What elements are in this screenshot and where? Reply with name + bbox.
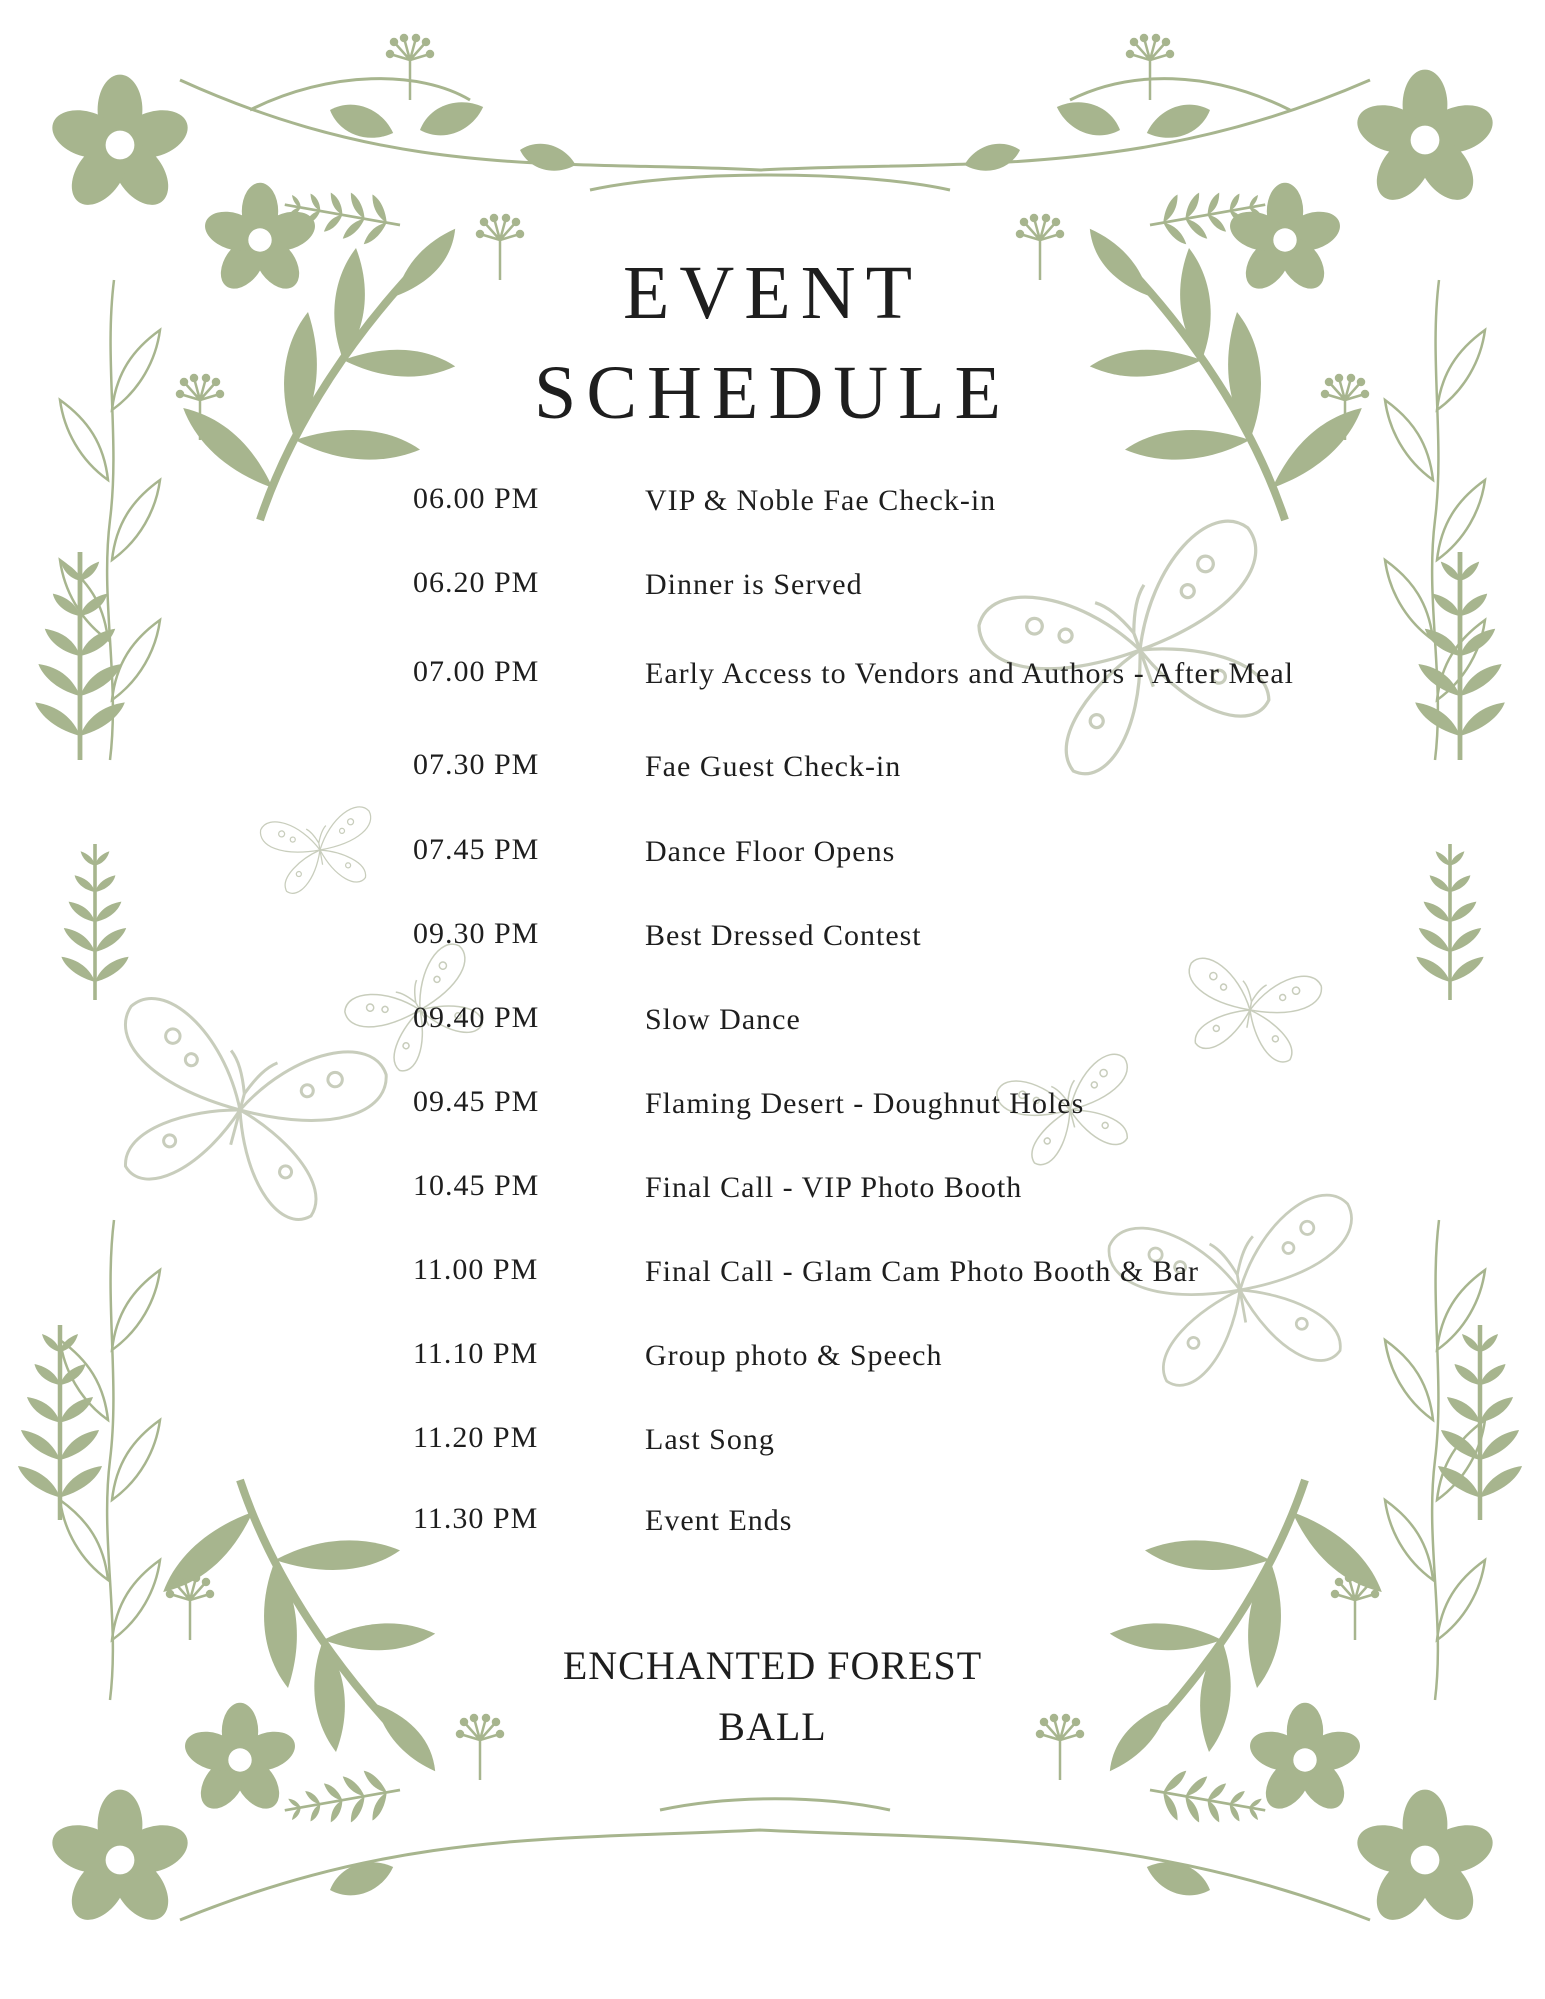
page-title-line2: SCHEDULE xyxy=(534,351,1011,435)
schedule-time: 07.45 PM xyxy=(413,833,540,866)
schedule-time: 11.30 PM xyxy=(413,1502,539,1535)
schedule-row xyxy=(0,833,1545,873)
schedule-time: 10.45 PM xyxy=(413,1169,540,1202)
schedule-time: 11.10 PM xyxy=(413,1337,539,1370)
schedule-row xyxy=(0,1253,1545,1293)
schedule-time: 07.30 PM xyxy=(413,748,540,781)
schedule-activity: Last Song xyxy=(645,1423,775,1456)
schedule-row xyxy=(0,1421,1545,1461)
schedule-row xyxy=(0,1169,1545,1209)
schedule-activity: Event Ends xyxy=(645,1504,793,1537)
schedule-activity: Group photo & Speech xyxy=(645,1339,943,1372)
schedule-time: 06.20 PM xyxy=(413,566,540,599)
schedule-row xyxy=(0,917,1545,957)
schedule-time: 07.00 PM xyxy=(413,655,540,688)
schedule-time: 09.40 PM xyxy=(413,1001,540,1034)
schedule-activity: Flaming Desert - Doughnut Holes xyxy=(645,1087,1085,1120)
schedule-row xyxy=(0,1502,1545,1542)
schedule-activity: Dance Floor Opens xyxy=(645,835,896,868)
schedule-time: 11.00 PM xyxy=(413,1253,539,1286)
schedule-time: 09.30 PM xyxy=(413,917,540,950)
schedule-activity: Best Dressed Contest xyxy=(645,919,922,952)
schedule-row xyxy=(0,655,1545,695)
schedule-activity: Final Call - Glam Cam Photo Booth & Bar xyxy=(645,1255,1199,1288)
schedule-row xyxy=(0,482,1545,522)
schedule-row xyxy=(0,566,1545,606)
page-title-line1: EVENT xyxy=(622,251,923,335)
schedule-time: 11.20 PM xyxy=(413,1421,539,1454)
event-name-line2: BALL xyxy=(718,1704,827,1749)
schedule-activity: Fae Guest Check-in xyxy=(645,750,902,783)
schedule-activity: Early Access to Vendors and Authors - After Meal xyxy=(645,657,1294,690)
event-name-line1: ENCHANTED FOREST xyxy=(562,1643,983,1688)
schedule-row xyxy=(0,748,1545,788)
schedule-row xyxy=(0,1085,1545,1125)
schedule-time: 06.00 PM xyxy=(413,482,540,515)
schedule-activity: VIP & Noble Fae Check-in xyxy=(645,484,997,517)
schedule-row xyxy=(0,1337,1545,1377)
schedule-activity: Dinner is Served xyxy=(645,568,863,601)
schedule-activity: Slow Dance xyxy=(645,1003,801,1036)
schedule-time: 09.45 PM xyxy=(413,1085,540,1118)
schedule-row xyxy=(0,1001,1545,1041)
schedule-activity: Final Call - VIP Photo Booth xyxy=(645,1171,1023,1204)
